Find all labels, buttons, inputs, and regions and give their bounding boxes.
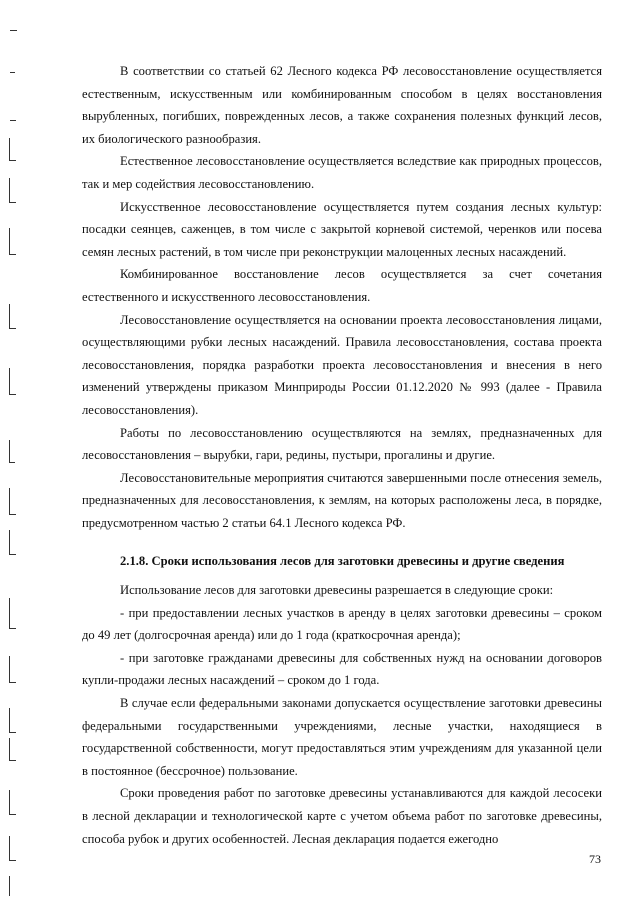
paragraph: Лесовосстановление осуществляется на основании проекта лесовосстановления лицами, осуществляющими рубки лесных насаждений. Правила лесовосстановления, состава проекта лесовосстановления, порядка разработки проекта лесовосстановления и внесения в него изменений утверждены приказом Минприроды России 01.12.2020 № 993 (далее - Правила лесовосстановления). bbox=[82, 312, 602, 417]
paragraph: Комбинированное восстановление лесов осуществляется за счет сочетания естественного и искусственного лесовосстановления. bbox=[82, 267, 602, 304]
binding-margin-marks bbox=[0, 0, 40, 905]
paragraph: Сроки проведения работ по заготовке древесины устанавливаются для каждой лесосеки в лесной декларации и технологической карте с учетом объема работ по заготовке древесины, способа рубок и других особенностей. Лесная декларация подается ежегодно bbox=[82, 786, 602, 846]
paragraph: В случае если федеральными законами допускается осуществление заготовки древесины федеральными государственными учреждениями, лесные участки, находящиеся в государственной собственности, могут предоставляться этим учреждениям для указанной цели в постоянное (бессрочное) пользование. bbox=[82, 696, 602, 778]
paragraph: Работы по лесовосстановлению осуществляются на землях, предназначенных для лесовосстановления – вырубки, гари, редины, пустыри, прогалины и другие. bbox=[82, 425, 602, 463]
paragraph: Лесовосстановительные мероприятия считаются завершенными после отнесения земель, предназначенных для лесовосстановления, к землям, на которых расположены леса, в порядке, предусмотренном частью 2 статьи 64.1 Лесного кодекса РФ. bbox=[82, 470, 602, 530]
paragraph: Использование лесов для заготовки древесины разрешается в следующие сроки: bbox=[120, 583, 554, 598]
section-heading: 2.1.8. Сроки использования лесов для заготовки древесины и другие сведения bbox=[120, 554, 565, 569]
paragraph: Искусственное лесовосстановление осуществляется путем создания лесных культур: посадки сеянцев, саженцев, в том числе с закрытой корневой системой, черенков или посева семян лесных растений, в том числе при реконструкции малоценных лесных насаждений. bbox=[82, 199, 602, 259]
paragraph: В соответствии со статьей 62 Лесного кодекса РФ лесовосстановление осуществляется естественным, искусственным или комбинированным способом в целях восстановления вырубленных, погибших, поврежденных лесов, а также сохранения полезных функций лесов, их биологического разнообразия. bbox=[82, 64, 602, 146]
document-body bbox=[82, 60, 602, 850]
page-number: 73 bbox=[589, 852, 601, 866]
list-item: - при заготовке гражданами древесины для собственных нужд на основании договоров купли-продажи лесных насаждений – сроком до 1 года. bbox=[82, 650, 602, 688]
list-item: - при предоставлении лесных участков в аренду в целях заготовки древесины – сроком до 49 лет (долгосрочная аренда) или до 1 года (краткосрочная аренда); bbox=[82, 605, 602, 643]
paragraph: Естественное лесовосстановление осуществляется вследствие как природных процессов, так и мер содействия лесовосстановлению. bbox=[82, 154, 602, 191]
